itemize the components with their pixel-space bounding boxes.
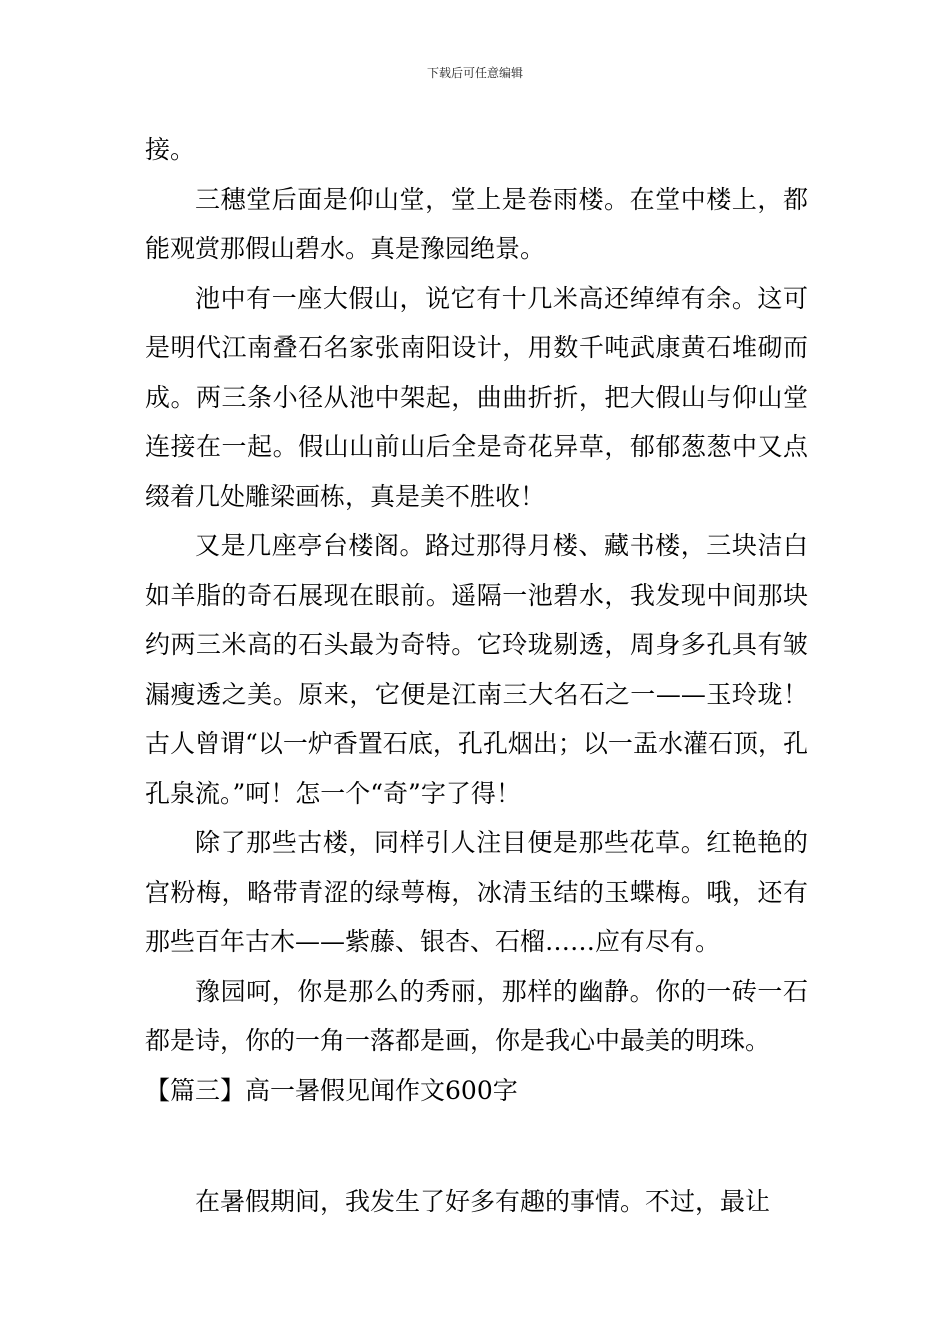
paragraph-continuation: 接。 [145,135,196,164]
paragraph: 三穗堂后面是仰山堂，堂上是卷雨楼。在堂中楼上，都能观赏那假山碧水。真是豫园绝景。 [145,184,808,263]
page-header: 下载后可任意编辑 [426,66,523,80]
paragraph: 又是几座亭台楼阁。路过那得月楼、藏书楼，三块洁白如羊脂的奇石展现在眼前。遥隔一池碧水，我发现中间那块约两三米高的石头最为奇特。它玲珑剔透，周身多孔具有皱漏瘦透之美。原来，它便是江南三大名石之一——玉玲珑！古人曾谓“以一炉香置石底，孔孔烟出；以一盂水灌石顶，孔孔泉流。”呵！怎一个“奇”字了得！ [145,531,808,808]
paragraph: 除了那些古楼，同样引人注目便是那些花草。红艳艳的宫粉梅，略带青涩的绿萼梅，冰清玉结的玉蝶梅。哦，还有那些百年古木——紫藤、银杏、石榴……应有尽有。 [145,828,808,956]
section-gap [145,1115,808,1177]
paragraph: 池中有一座大假山，说它有十几米高还绰绰有余。这可是明代江南叠石名家张南阳设计，用数千吨武康黄石堆砌而成。两三条小径从池中架起，曲曲折折，把大假山与仰山堂连接在一起。假山山前山后全是奇花异草，郁郁葱葱中又点缀着几处雕梁画栋，真是美不胜收！ [145,283,808,511]
section-heading: 【篇三】高一暑假见闻作文600字 [145,1075,518,1105]
paragraph: 豫园呵，你是那么的秀丽，那样的幽静。你的一砖一石都是诗，你的一角一落都是画，你是我心中最美的明珠。 [145,976,808,1055]
document-body [145,125,808,1227]
paragraph: 在暑假期间，我发生了好多有趣的事情。不过，最让 [195,1187,771,1216]
